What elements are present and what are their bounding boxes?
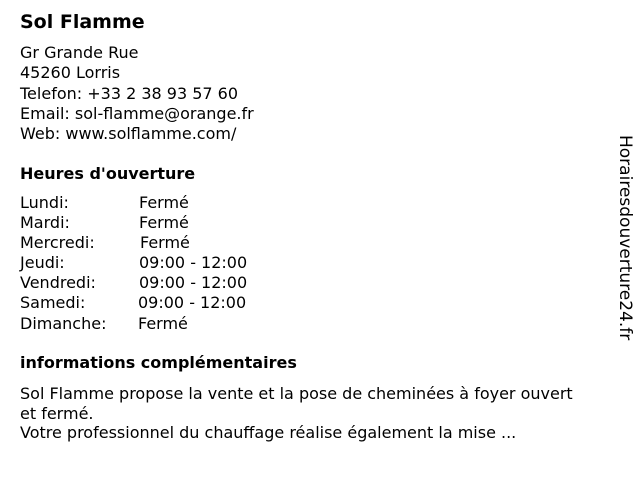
opening-hours-heading: Heures d'ouverture — [20, 164, 196, 183]
hours-row-sunday — [20, 314, 320, 334]
phone-number: Telefon: +33 2 38 93 57 60 — [20, 84, 239, 103]
hours-row-monday — [20, 193, 320, 213]
day-hours: 09:00 - 12:00 — [139, 253, 248, 272]
day-label: Vendredi: — [20, 273, 96, 292]
address-street: Gr Grande Rue — [20, 43, 139, 62]
site-brand-vertical: Horairesdouverture24.fr — [615, 135, 635, 341]
hours-row-friday — [20, 273, 320, 293]
description-line-3: Votre professionnel du chauffage réalise également la mise ... — [20, 423, 517, 442]
hours-row-thursday — [20, 253, 320, 273]
day-label: Dimanche: — [20, 314, 107, 333]
hours-row-tuesday — [20, 213, 320, 233]
day-hours: Fermé — [139, 193, 189, 212]
description-line-1: Sol Flamme propose la vente et la pose de cheminées à foyer ouvert — [20, 384, 573, 403]
additional-info-heading: informations complémentaires — [20, 353, 297, 372]
hours-row-saturday — [20, 293, 320, 313]
day-label: Jeudi: — [20, 253, 65, 272]
day-hours: Fermé — [139, 213, 189, 232]
hours-row-wednesday — [20, 233, 320, 253]
day-label: Lundi: — [20, 193, 69, 212]
day-label: Mardi: — [20, 213, 70, 232]
address-city: 45260 Lorris — [20, 63, 121, 82]
description-line-2: et fermé. — [20, 404, 94, 423]
day-label: Samedi: — [20, 293, 86, 312]
day-hours: Fermé — [140, 233, 190, 252]
day-hours: Fermé — [138, 314, 188, 333]
day-label: Mercredi: — [20, 233, 95, 252]
day-hours: 09:00 - 12:00 — [139, 273, 248, 292]
business-name: Sol Flamme — [20, 11, 145, 33]
day-hours: 09:00 - 12:00 — [138, 293, 247, 312]
email-address: Email: sol-flamme@orange.fr — [20, 104, 254, 123]
website: Web: www.solflamme.com/ — [20, 124, 237, 143]
